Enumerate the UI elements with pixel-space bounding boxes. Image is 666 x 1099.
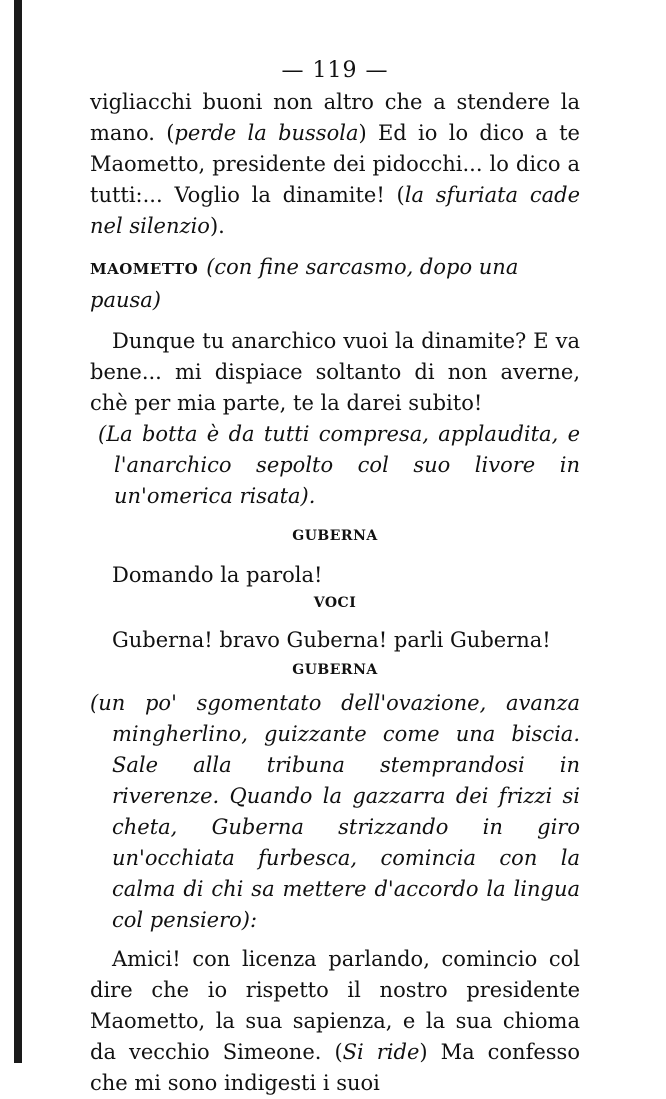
book-page: [90, 58, 580, 1099]
guberna-speech-2-text-b: ) Ma confesso che mi sono indigesti i suoi: [90, 1040, 580, 1095]
continuation-text-a: vigliacchi buoni non altro che a stendere la mano. (: [90, 90, 580, 145]
speaker-maometto: MAOMETTO: [90, 260, 199, 278]
stage-direction-inline-2: la sfuriata cade nel silenzio: [90, 183, 581, 238]
guberna-speech-1: Domando la parola!: [112, 563, 323, 587]
guberna-speech-2-text-a: Amici! con licenza parlando, comincio col dire che io rispetto il nostro presidente Maometto, la sua sapienza, e la sua chioma da vecchio Simeone. (: [90, 947, 580, 1064]
page-spine-shadow: [14, 0, 22, 1063]
continuation-text-b: ) Ed io lo dico a te Maometto, presidente dei pidocchi... lo dico a tutti:... Voglio la dinamite! (: [90, 121, 580, 207]
speaker-guberna-1: GUBERNA: [292, 528, 378, 544]
continuation-paragraph: [90, 87, 580, 242]
maometto-heading-line: [90, 252, 580, 316]
guberna-stage-direction: (un po' sgomentato dell'ovazione, avanza mingherlino, guizzante come una biscia. Sale alla tribuna stemprandosi in riverenze. Quando la gazzarra dei frizzi si cheta, Guberna strizzando in giro un'occhiata furbesca, comincia con la calma di chi sa mettere d'accordo la lingua col pensiero):: [90, 691, 580, 932]
maometto-stage-after: (La botta è da tutti compresa, applaudita, e l'anarchico sepolto col suo livore in un'omerica risata).: [98, 422, 580, 508]
voci-speech: Guberna! bravo Guberna! parli Guberna!: [112, 628, 551, 652]
guberna-speech-2: [90, 944, 580, 1099]
speaker-guberna-2: GUBERNA: [292, 662, 378, 678]
guberna-speech-2-stage: Si ride: [342, 1040, 420, 1064]
speaker-voci: VOCI: [313, 595, 357, 611]
page-number: — 119 —: [281, 58, 389, 83]
continuation-text-c: ).: [209, 214, 225, 238]
maometto-stage-direction: (con fine sarcasmo, dopo una pausa): [90, 255, 519, 312]
stage-direction-inline-1: perde la bussola: [174, 121, 359, 145]
maometto-speech: Dunque tu anarchico vuoi la dinamite? E va bene... mi dispiace soltanto di non averne, chè per mia parte, te la darei subito!: [90, 329, 580, 415]
